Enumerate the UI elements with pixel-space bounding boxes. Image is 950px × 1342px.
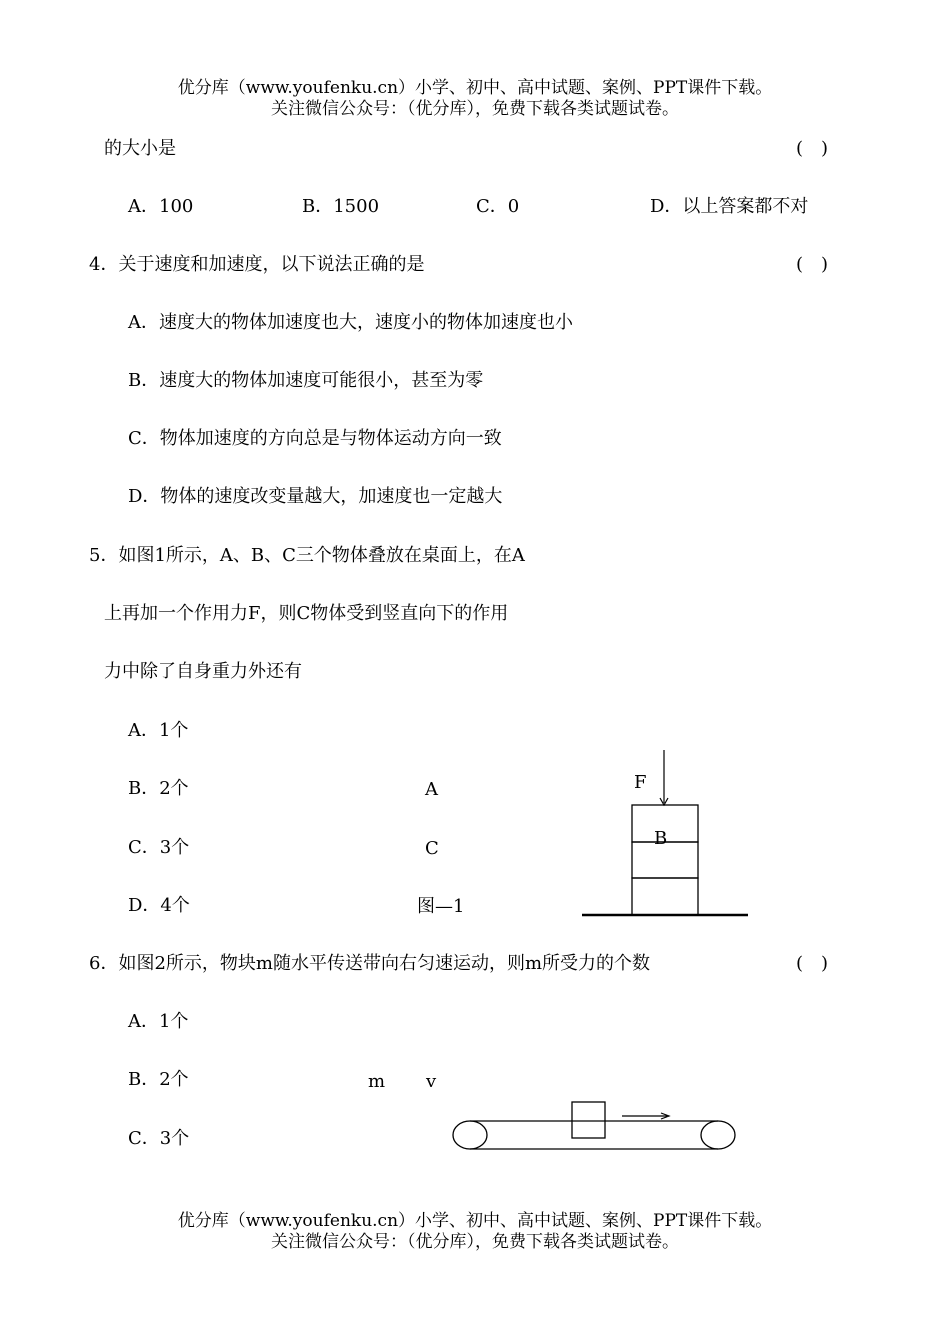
fig1-label-a: A: [425, 779, 438, 800]
q3-option-a: A．100: [128, 196, 194, 217]
q5-stem-line-2: 上再加一个作用力F，则C物体受到竖直向下的作用: [104, 603, 509, 624]
fig1-block-b-label: B: [654, 828, 668, 849]
q6-option-a: A．1个: [128, 1011, 189, 1032]
q3-stem-tail: 的大小是: [104, 138, 176, 159]
q4-option-d: D．物体的速度改变量越大，加速度也一定越大: [128, 486, 503, 507]
left-pulley: [453, 1121, 487, 1149]
q4-option-b: B．速度大的物体加速度可能很小，甚至为零: [128, 370, 484, 391]
q3-option-b: B．1500: [302, 196, 380, 217]
block-c: [632, 878, 698, 915]
q5-option-b: B．2个: [128, 778, 189, 799]
q4-option-a: A．速度大的物体加速度也大，速度小的物体加速度也小: [128, 312, 573, 333]
q6-answer-paren: ( ): [796, 953, 829, 974]
q4-stem: 4．关于速度和加速度，以下说法正确的是: [89, 254, 425, 275]
footer-line-2: 关注微信公众号：（优分库），免费下载各类试题试卷。: [271, 1232, 679, 1252]
fig1-label-c: C: [425, 838, 439, 859]
q4-answer-paren: ( ): [796, 254, 829, 275]
block-m: [572, 1102, 605, 1138]
header-line-1: 优分库（www.youfenku.cn）小学、初中、高中试题、案例、PPT课件下载。: [177, 78, 773, 98]
q6-stem: 6．如图2所示，物块m随水平传送带向右匀速运动，则m所受力的个数: [89, 953, 651, 974]
q6-option-b: B．2个: [128, 1069, 189, 1090]
q5-stem-line-1: 5．如图1所示，A、B、C三个物体叠放在桌面上，在A: [89, 545, 525, 566]
footer-line-1: 优分库（www.youfenku.cn）小学、初中、高中试题、案例、PPT课件下载。: [177, 1211, 773, 1231]
q5-option-c: C．3个: [128, 837, 190, 858]
right-pulley: [701, 1121, 735, 1149]
q5-stem-line-3: 力中除了自身重力外还有: [104, 661, 302, 682]
q3-option-c: C．0: [476, 196, 520, 217]
figure-2-conveyor-belt: [445, 1095, 745, 1160]
fig1-force-label: F: [634, 772, 647, 793]
q3-option-d: D．以上答案都不对: [650, 196, 809, 217]
fig1-caption: 图—1: [417, 896, 465, 917]
q5-option-a: A．1个: [128, 720, 189, 741]
q6-option-c: C．3个: [128, 1128, 190, 1149]
q4-option-c: C．物体加速度的方向总是与物体运动方向一致: [128, 428, 502, 449]
header-line-2: 关注微信公众号：（优分库），免费下载各类试题试卷。: [271, 99, 679, 119]
fig2-mass-label: m: [368, 1071, 386, 1092]
fig2-velocity-label: v: [426, 1071, 437, 1092]
q3-answer-paren: ( ): [796, 138, 829, 159]
q5-option-d: D．4个: [128, 895, 190, 916]
